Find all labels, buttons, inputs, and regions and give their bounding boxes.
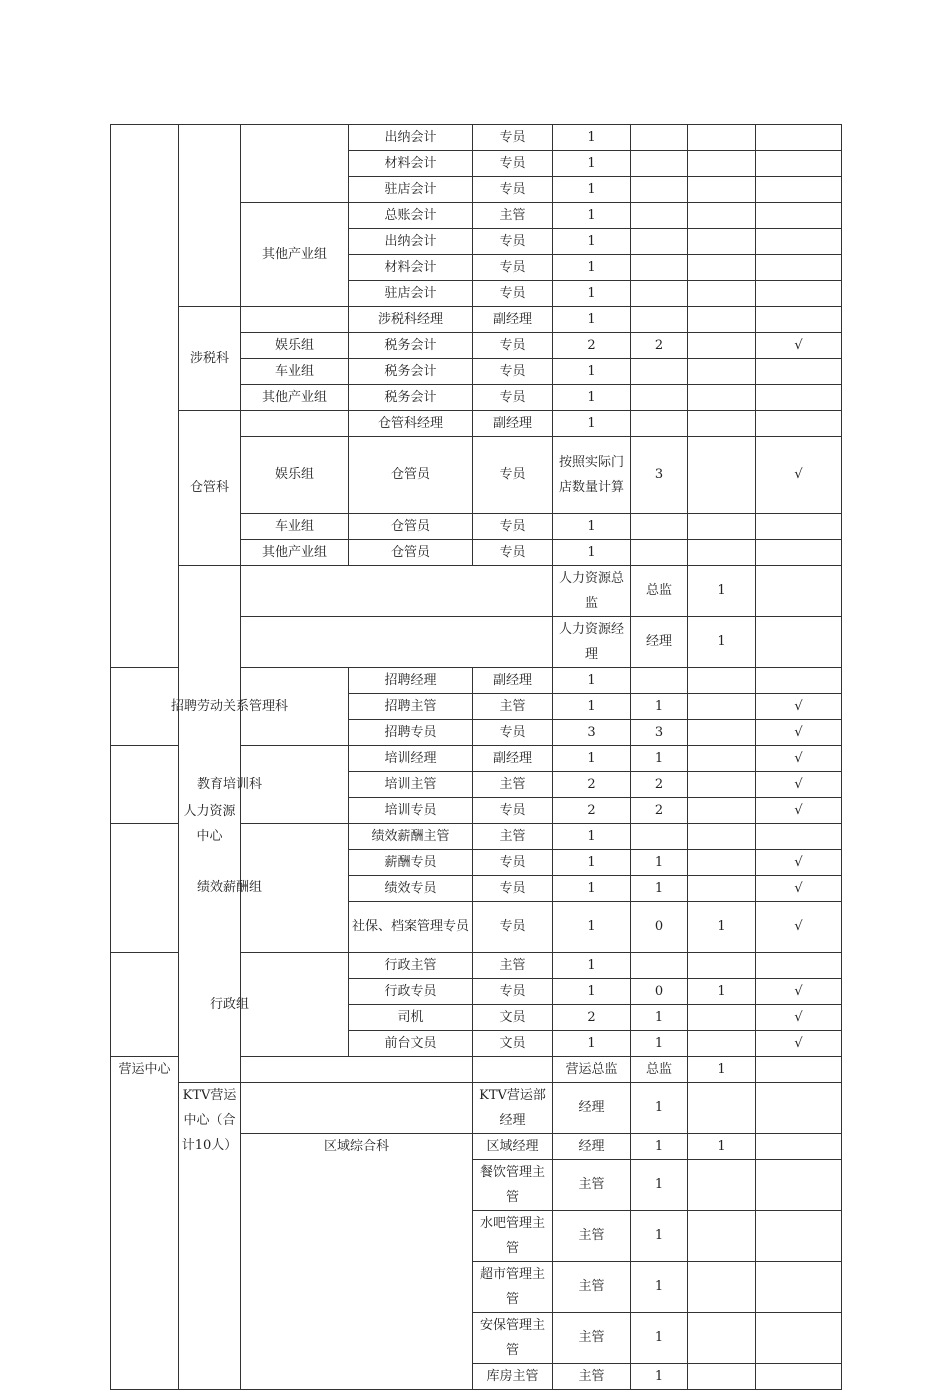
table-cell: 1 xyxy=(553,255,631,281)
table-cell: 主管 xyxy=(473,823,553,849)
table-cell: 主管 xyxy=(473,952,553,978)
table-cell: 专员 xyxy=(473,359,553,385)
staffing-table xyxy=(110,124,842,1390)
table-cell xyxy=(631,513,688,539)
table-cell xyxy=(631,281,688,307)
table-cell: 专员 xyxy=(473,151,553,177)
table-cell xyxy=(756,125,842,151)
table-row xyxy=(111,745,842,771)
table-cell xyxy=(756,1261,842,1312)
table-cell: √ xyxy=(756,771,842,797)
table-cell: 1 xyxy=(631,1261,688,1312)
table-cell: 涉税科经理 xyxy=(349,307,473,333)
table-cell: 副经理 xyxy=(473,411,553,437)
table-cell: √ xyxy=(756,797,842,823)
table-cell: 1 xyxy=(688,1133,756,1159)
table-cell xyxy=(631,307,688,333)
table-cell: 专员 xyxy=(473,797,553,823)
table-cell xyxy=(688,281,756,307)
table-cell: 文员 xyxy=(473,1004,553,1030)
table-cell: 1 xyxy=(553,513,631,539)
table-cell: 1 xyxy=(631,849,688,875)
table-cell xyxy=(688,125,756,151)
table-cell xyxy=(688,771,756,797)
table-cell: 1 xyxy=(553,693,631,719)
table-row xyxy=(111,565,842,616)
table-cell xyxy=(631,411,688,437)
table-cell xyxy=(688,823,756,849)
table-cell: 专员 xyxy=(473,333,553,359)
table-cell: 营运中心 xyxy=(111,1056,179,1389)
table-cell: 2 xyxy=(553,797,631,823)
table-cell xyxy=(241,1056,473,1082)
table-cell: 专员 xyxy=(473,437,553,514)
table-cell: 1 xyxy=(553,307,631,333)
table-row xyxy=(111,125,842,151)
table-cell: √ xyxy=(756,1030,842,1056)
table-cell: 专员 xyxy=(473,255,553,281)
table-cell: √ xyxy=(756,333,842,359)
table-cell: 1 xyxy=(553,1030,631,1056)
table-cell xyxy=(688,411,756,437)
table-cell: KTV营运部经理 xyxy=(473,1082,553,1133)
table-cell: 1 xyxy=(553,952,631,978)
table-cell: 经理 xyxy=(553,1082,631,1133)
table-cell: 1 xyxy=(553,745,631,771)
table-cell: 主管 xyxy=(553,1159,631,1210)
table-cell xyxy=(688,229,756,255)
table-cell: 3 xyxy=(631,437,688,514)
table-cell xyxy=(756,281,842,307)
table-cell: 人力资源中心 xyxy=(179,565,241,1082)
table-cell xyxy=(756,1159,842,1210)
table-cell xyxy=(688,539,756,565)
table-cell xyxy=(688,1363,756,1389)
table-cell: 1 xyxy=(553,385,631,411)
table-cell xyxy=(688,1004,756,1030)
table-cell: 专员 xyxy=(473,901,553,952)
table-cell: 培训专员 xyxy=(349,797,473,823)
table-cell: 专员 xyxy=(473,281,553,307)
table-cell xyxy=(688,1082,756,1133)
table-cell: 绩效专员 xyxy=(349,875,473,901)
table-cell xyxy=(756,177,842,203)
table-cell: 1 xyxy=(631,693,688,719)
table-cell xyxy=(756,667,842,693)
table-cell: 社保、档案管理专员 xyxy=(349,901,473,952)
table-row xyxy=(111,952,842,978)
table-cell: 1 xyxy=(553,411,631,437)
table-cell: 仓管员 xyxy=(349,437,473,514)
table-cell: 人力资源经理 xyxy=(553,616,631,667)
table-cell: 材料会计 xyxy=(349,151,473,177)
table-cell: 1 xyxy=(553,875,631,901)
table-cell xyxy=(631,125,688,151)
table-cell: 税务会计 xyxy=(349,385,473,411)
table-cell xyxy=(688,255,756,281)
table-cell xyxy=(631,151,688,177)
table-cell: 区域综合科 xyxy=(241,1133,473,1389)
table-cell xyxy=(688,437,756,514)
table-cell: 1 xyxy=(631,1004,688,1030)
table-cell xyxy=(631,667,688,693)
table-cell xyxy=(756,952,842,978)
table-cell: 专员 xyxy=(473,385,553,411)
table-cell: √ xyxy=(756,719,842,745)
table-cell xyxy=(688,513,756,539)
table-cell: 1 xyxy=(553,978,631,1004)
table-cell: 2 xyxy=(631,333,688,359)
table-cell: 2 xyxy=(553,771,631,797)
table-cell xyxy=(688,667,756,693)
table-cell xyxy=(756,385,842,411)
table-cell: 1 xyxy=(688,616,756,667)
table-cell xyxy=(688,1210,756,1261)
table-cell: 总账会计 xyxy=(349,203,473,229)
table-cell xyxy=(688,719,756,745)
table-cell xyxy=(756,1082,842,1133)
table-cell: 0 xyxy=(631,901,688,952)
table-cell: 安保管理主管 xyxy=(473,1312,553,1363)
table-cell xyxy=(688,952,756,978)
table-cell: 总监 xyxy=(631,1056,688,1082)
table-cell xyxy=(631,823,688,849)
table-row xyxy=(111,411,842,437)
table-cell: 车业组 xyxy=(241,513,349,539)
table-cell: 1 xyxy=(553,151,631,177)
table-cell: 仓管科经理 xyxy=(349,411,473,437)
table-cell xyxy=(631,539,688,565)
table-cell: 仓管科 xyxy=(179,411,241,566)
table-cell: 驻店会计 xyxy=(349,177,473,203)
table-cell: 2 xyxy=(631,771,688,797)
table-cell xyxy=(688,1159,756,1210)
table-cell: 专员 xyxy=(473,513,553,539)
table-cell: 税务会计 xyxy=(349,333,473,359)
table-cell xyxy=(111,125,179,668)
table-cell xyxy=(756,1363,842,1389)
table-cell: √ xyxy=(756,978,842,1004)
table-row xyxy=(111,667,842,693)
table-cell xyxy=(241,307,349,333)
table-cell: 招聘劳动关系管理科 xyxy=(111,667,349,745)
table-cell xyxy=(688,1312,756,1363)
table-cell xyxy=(756,203,842,229)
table-cell xyxy=(473,1056,553,1082)
table-cell: 2 xyxy=(631,797,688,823)
table-cell: 车业组 xyxy=(241,359,349,385)
table-cell: 营运总监 xyxy=(553,1056,631,1082)
table-cell: 1 xyxy=(553,823,631,849)
table-cell xyxy=(756,565,842,616)
table-cell: 3 xyxy=(631,719,688,745)
table-cell: 教育培训科 xyxy=(111,745,349,823)
table-cell: 其他产业组 xyxy=(241,539,349,565)
table-cell: 主管 xyxy=(553,1363,631,1389)
table-cell: 招聘经理 xyxy=(349,667,473,693)
table-cell: 材料会计 xyxy=(349,255,473,281)
table-cell: 前台文员 xyxy=(349,1030,473,1056)
table-cell xyxy=(688,797,756,823)
table-cell: 副经理 xyxy=(473,745,553,771)
table-cell xyxy=(688,359,756,385)
table-cell: √ xyxy=(756,745,842,771)
table-cell: 主管 xyxy=(473,693,553,719)
table-cell: √ xyxy=(756,437,842,514)
table-cell: √ xyxy=(756,849,842,875)
table-cell: 主管 xyxy=(553,1312,631,1363)
table-cell xyxy=(631,203,688,229)
table-cell: 经理 xyxy=(631,616,688,667)
table-cell xyxy=(631,177,688,203)
table-cell: 1 xyxy=(553,667,631,693)
table-cell: 出纳会计 xyxy=(349,229,473,255)
table-cell: 涉税科 xyxy=(179,307,241,411)
table-cell xyxy=(631,385,688,411)
table-cell: 1 xyxy=(631,745,688,771)
table-cell xyxy=(688,849,756,875)
table-cell: 主管 xyxy=(553,1210,631,1261)
table-cell xyxy=(688,385,756,411)
table-cell xyxy=(241,411,349,437)
table-cell: 绩效薪酬主管 xyxy=(349,823,473,849)
table-cell: 专员 xyxy=(473,978,553,1004)
table-cell xyxy=(688,203,756,229)
table-cell: KTV营运中心（合计10人） xyxy=(179,1082,241,1389)
table-cell xyxy=(241,125,349,203)
table-cell: 区域经理 xyxy=(473,1133,553,1159)
table-cell: 专员 xyxy=(473,719,553,745)
table-cell xyxy=(688,333,756,359)
table-cell: 专员 xyxy=(473,875,553,901)
staffing-table-body xyxy=(111,125,842,1390)
table-cell: 1 xyxy=(553,281,631,307)
table-cell: 培训经理 xyxy=(349,745,473,771)
table-cell: 行政组 xyxy=(111,952,349,1056)
table-cell xyxy=(756,1312,842,1363)
table-cell: 副经理 xyxy=(473,667,553,693)
table-cell xyxy=(756,255,842,281)
table-cell: 1 xyxy=(553,177,631,203)
table-cell: 2 xyxy=(553,333,631,359)
table-cell xyxy=(688,875,756,901)
table-cell: 专员 xyxy=(473,849,553,875)
table-cell: 1 xyxy=(631,1133,688,1159)
table-cell: 行政主管 xyxy=(349,952,473,978)
table-cell xyxy=(756,823,842,849)
table-cell: 仓管员 xyxy=(349,539,473,565)
table-cell: √ xyxy=(756,875,842,901)
table-cell: 文员 xyxy=(473,1030,553,1056)
table-cell: 水吧管理主管 xyxy=(473,1210,553,1261)
table-cell: 1 xyxy=(553,125,631,151)
table-cell: 专员 xyxy=(473,539,553,565)
table-cell: 餐饮管理主管 xyxy=(473,1159,553,1210)
table-cell: √ xyxy=(756,901,842,952)
table-cell: 培训主管 xyxy=(349,771,473,797)
table-cell: 2 xyxy=(553,1004,631,1030)
table-cell: 其他产业组 xyxy=(241,203,349,307)
table-cell xyxy=(241,616,553,667)
table-cell xyxy=(756,539,842,565)
table-cell: 1 xyxy=(631,1363,688,1389)
table-cell xyxy=(688,693,756,719)
table-cell: 主管 xyxy=(473,203,553,229)
table-cell: 主管 xyxy=(553,1261,631,1312)
table-cell xyxy=(756,1210,842,1261)
table-cell: 超市管理主管 xyxy=(473,1261,553,1312)
table-cell: 1 xyxy=(631,1312,688,1363)
table-cell: 1 xyxy=(688,978,756,1004)
table-cell: 1 xyxy=(553,539,631,565)
table-cell: 行政专员 xyxy=(349,978,473,1004)
table-cell: 副经理 xyxy=(473,307,553,333)
table-cell: 娱乐组 xyxy=(241,437,349,514)
table-cell: 绩效薪酬组 xyxy=(111,823,349,952)
table-cell xyxy=(756,307,842,333)
table-cell xyxy=(631,359,688,385)
table-cell: 1 xyxy=(688,565,756,616)
table-cell: 招聘主管 xyxy=(349,693,473,719)
table-cell: 仓管员 xyxy=(349,513,473,539)
table-cell xyxy=(179,125,241,307)
table-cell xyxy=(688,1261,756,1312)
table-cell: 1 xyxy=(631,875,688,901)
table-cell: 1 xyxy=(553,849,631,875)
table-cell xyxy=(688,307,756,333)
table-cell xyxy=(688,151,756,177)
table-cell: 1 xyxy=(553,359,631,385)
table-cell xyxy=(756,229,842,255)
table-cell xyxy=(688,1030,756,1056)
table-cell xyxy=(631,255,688,281)
table-row xyxy=(111,307,842,333)
table-cell: 驻店会计 xyxy=(349,281,473,307)
table-cell xyxy=(756,359,842,385)
table-cell: 1 xyxy=(688,901,756,952)
table-cell xyxy=(756,151,842,177)
table-cell: 3 xyxy=(553,719,631,745)
table-cell: 出纳会计 xyxy=(349,125,473,151)
table-cell xyxy=(241,565,553,616)
table-cell: 1 xyxy=(688,1056,756,1082)
table-cell: 1 xyxy=(553,901,631,952)
table-cell: 专员 xyxy=(473,177,553,203)
table-cell: 主管 xyxy=(473,771,553,797)
table-cell: 薪酬专员 xyxy=(349,849,473,875)
table-cell: 0 xyxy=(631,978,688,1004)
table-cell: 司机 xyxy=(349,1004,473,1030)
table-cell xyxy=(631,229,688,255)
table-cell: 经理 xyxy=(553,1133,631,1159)
table-cell: 专员 xyxy=(473,229,553,255)
table-cell: 库房主管 xyxy=(473,1363,553,1389)
table-cell: 人力资源总监 xyxy=(553,565,631,616)
table-cell: 1 xyxy=(631,1030,688,1056)
table-cell: 娱乐组 xyxy=(241,333,349,359)
table-cell xyxy=(688,177,756,203)
table-cell xyxy=(756,411,842,437)
table-cell: 1 xyxy=(631,1159,688,1210)
table-cell xyxy=(241,1082,473,1133)
table-cell: √ xyxy=(756,693,842,719)
table-cell xyxy=(631,952,688,978)
table-cell: 招聘专员 xyxy=(349,719,473,745)
table-cell: 其他产业组 xyxy=(241,385,349,411)
table-cell: 1 xyxy=(631,1210,688,1261)
table-cell xyxy=(756,513,842,539)
table-cell xyxy=(688,745,756,771)
table-cell: 专员 xyxy=(473,125,553,151)
table-cell xyxy=(756,1133,842,1159)
table-cell: 按照实际门店数量计算 xyxy=(553,437,631,514)
table-cell: √ xyxy=(756,1004,842,1030)
table-cell xyxy=(756,1056,842,1082)
table-cell: 1 xyxy=(631,1082,688,1133)
table-cell xyxy=(756,616,842,667)
table-cell: 1 xyxy=(553,203,631,229)
table-cell: 1 xyxy=(553,229,631,255)
table-row xyxy=(111,1082,842,1133)
table-cell: 税务会计 xyxy=(349,359,473,385)
table-cell: 总监 xyxy=(631,565,688,616)
